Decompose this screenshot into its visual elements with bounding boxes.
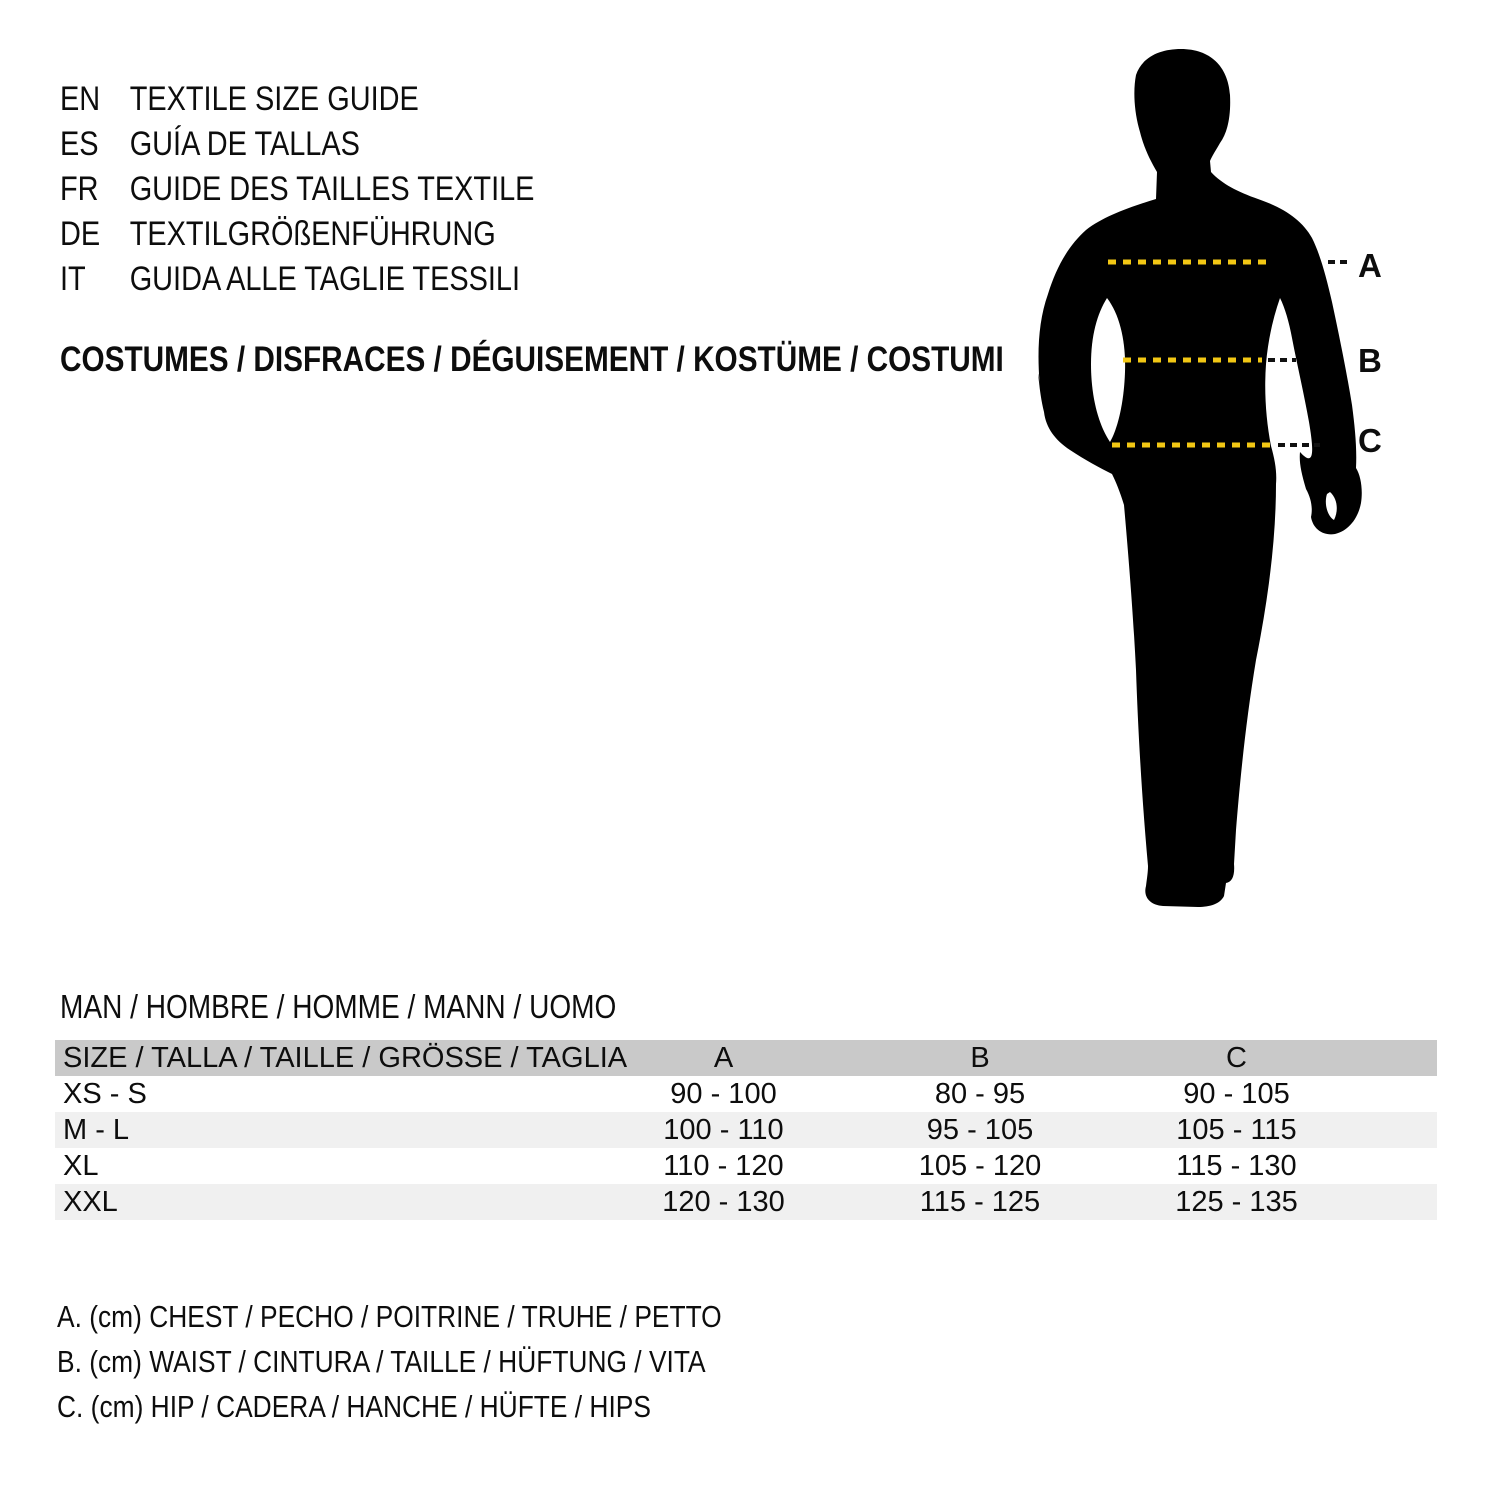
marker-a-label: A xyxy=(1358,247,1382,284)
measurement-legend xyxy=(57,1294,839,1429)
size-label: XXL xyxy=(63,1185,118,1218)
language-title: GUIDA ALLE TAGLIE TESSILI xyxy=(129,260,521,298)
language-code: ES xyxy=(60,125,99,163)
column-header-b: B xyxy=(970,1041,990,1074)
table-row xyxy=(55,1076,1437,1112)
value-a: 90 - 100 xyxy=(670,1077,777,1110)
language-code: EN xyxy=(60,80,101,118)
marker-b-label: B xyxy=(1358,342,1382,379)
section-title: MAN / HOMBRE / HOMME / MANN / UOMO xyxy=(60,988,617,1025)
language-row-en xyxy=(60,77,534,122)
size-column-header: SIZE / TALLA / TAILLE / GRÖSSE / TAGLIA xyxy=(63,1041,628,1074)
language-code: DE xyxy=(60,215,101,253)
language-title: TEXTILE SIZE GUIDE xyxy=(129,80,419,118)
value-a: 100 - 110 xyxy=(663,1113,784,1146)
table-row xyxy=(55,1112,1437,1148)
size-label: XL xyxy=(63,1149,99,1182)
table-row xyxy=(55,1184,1437,1220)
value-c: 90 - 105 xyxy=(1183,1077,1290,1110)
category-title: COSTUMES / DISFRACES / DÉGUISEMENT / KOSTÜME / COSTUMI xyxy=(60,340,1004,379)
legend-chest: A. (cm) CHEST / PECHO / POITRINE / TRUHE / PETTO xyxy=(57,1299,722,1334)
value-c: 105 - 115 xyxy=(1176,1113,1297,1146)
value-b: 80 - 95 xyxy=(934,1077,1026,1110)
size-table xyxy=(55,1040,1437,1220)
language-row-fr xyxy=(60,167,534,212)
language-title-list xyxy=(60,77,618,302)
language-row-it xyxy=(60,257,534,302)
language-code: FR xyxy=(60,170,99,208)
value-b: 115 - 125 xyxy=(919,1185,1041,1218)
column-header-a: A xyxy=(713,1041,734,1074)
language-code: IT xyxy=(60,260,86,298)
size-label: XS - S xyxy=(63,1077,147,1110)
language-title: TEXTILGRÖßENFÜHRUNG xyxy=(129,215,496,253)
value-b: 95 - 105 xyxy=(926,1113,1034,1146)
man-silhouette-figure xyxy=(1020,40,1440,920)
language-title: GUÍA DE TALLAS xyxy=(129,125,360,163)
legend-waist: B. (cm) WAIST / CINTURA / TAILLE / HÜFTUNG / VITA xyxy=(57,1344,706,1379)
man-silhouette xyxy=(1038,49,1361,907)
size-label: M - L xyxy=(63,1113,130,1146)
table-row xyxy=(55,1148,1437,1184)
value-c: 125 - 135 xyxy=(1175,1185,1298,1218)
table-header-row xyxy=(55,1040,1437,1076)
value-b: 105 - 120 xyxy=(918,1149,1042,1182)
language-title: GUIDE DES TAILLES TEXTILE xyxy=(129,170,535,208)
legend-hip: C. (cm) HIP / CADERA / HANCHE / HÜFTE / HIPS xyxy=(57,1389,651,1424)
value-c: 115 - 130 xyxy=(1176,1149,1297,1182)
value-a: 110 - 120 xyxy=(663,1149,784,1182)
marker-c-label: C xyxy=(1358,422,1382,459)
language-row-de xyxy=(60,212,534,257)
language-row-es xyxy=(60,122,534,167)
column-header-c: C xyxy=(1226,1041,1247,1074)
value-a: 120 - 130 xyxy=(662,1185,785,1218)
